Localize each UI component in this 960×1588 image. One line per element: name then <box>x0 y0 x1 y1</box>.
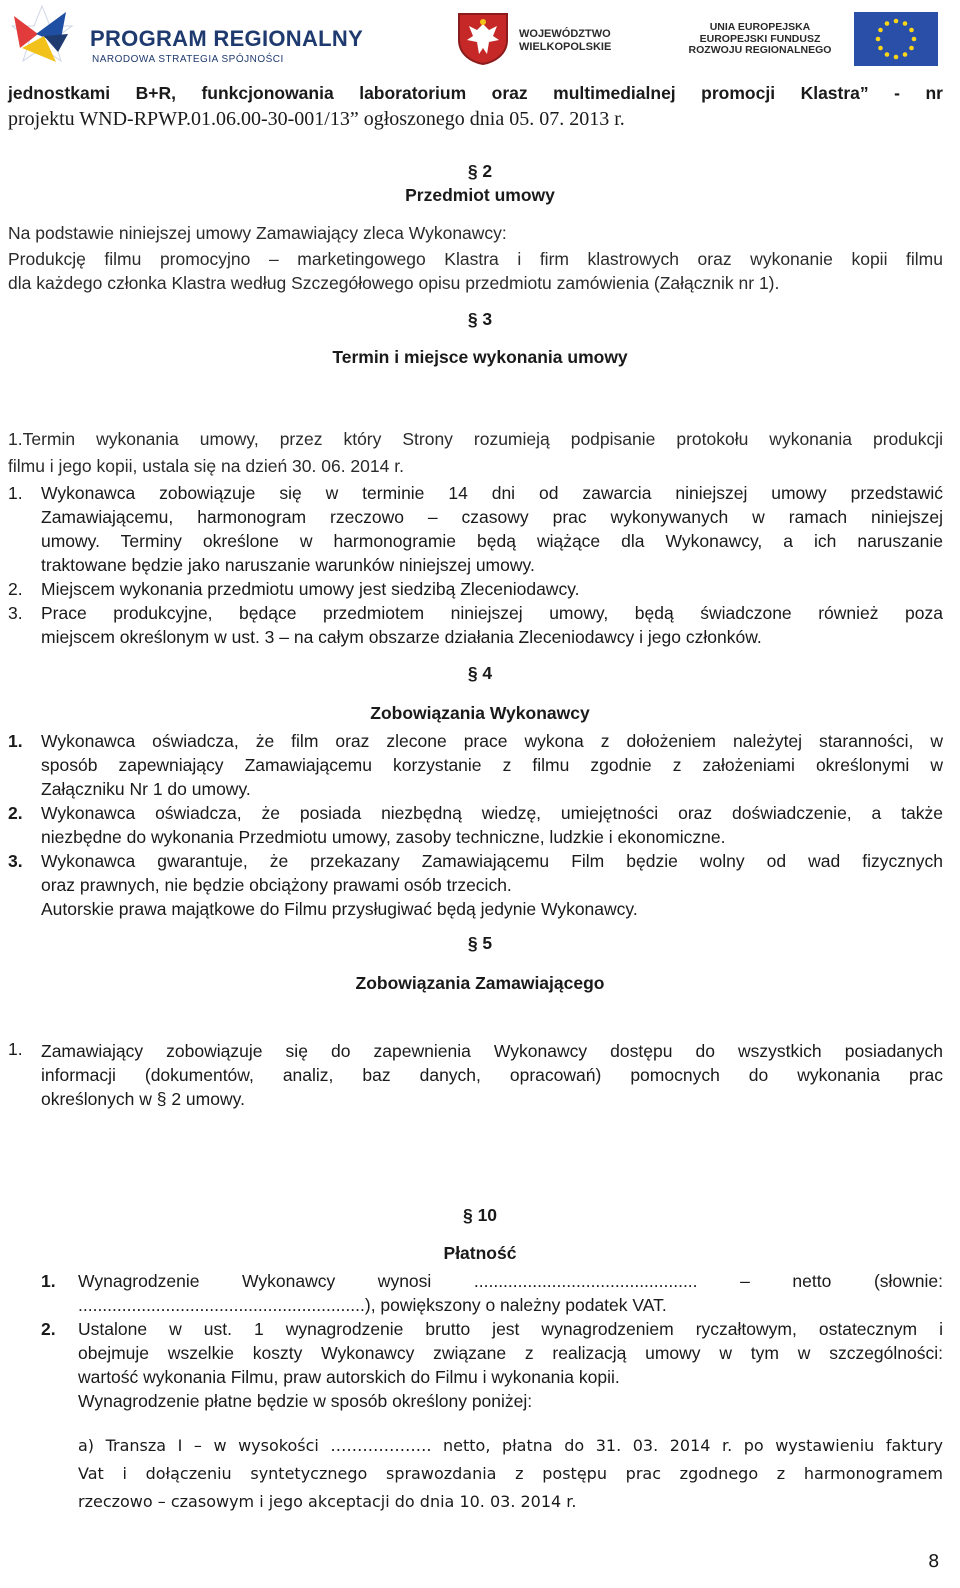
list-item-number: 2. <box>8 579 23 599</box>
eu-flag-icon <box>854 12 938 66</box>
page-number: 8 <box>928 1551 940 1572</box>
intro-line-1: jednostkami B+R, funkcjonowania laboratorium oraz multimedialnej promocji Klastra” - nr <box>8 83 943 103</box>
list-item-line: Prace produkcyjne, będące przedmiotem niniejszej umowy, będą świadczone również poza <box>41 603 943 623</box>
section-3-paragraph-1a: 1.Termin wykonania umowy, przez który Strony rozumieją podpisanie protokołu wykonania produkcji <box>8 429 943 449</box>
section-5-title: Zobowiązania Zamawiającego <box>355 973 605 993</box>
list-item-line: miejscem określonym w ust. 3 – na całym obszarze działania Zleceniodawcy i jego członków. <box>41 627 762 647</box>
eu-line-3: ROZWOJU REGIONALNEGO <box>688 44 832 56</box>
list-item-number: 1. <box>8 483 23 503</box>
list-item-line: niezbędne do wykonania Przedmiotu umowy, zasoby techniczne, ludzkie i ekonomiczne. <box>41 827 726 847</box>
list-item-line: ...........................................................), powiększony o należny podatek VAT. <box>78 1295 667 1315</box>
eu-line-2: EUROPEJSKI FUNDUSZ <box>699 32 821 45</box>
tranche-line: rzeczowo – czasowym i jego akceptacji do dnia 10. 03. 2014 r. <box>78 1492 577 1511</box>
program-regionalny-logo <box>8 4 398 64</box>
logo-bar <box>0 0 960 70</box>
regional-program-star-icon <box>8 4 80 66</box>
list-item-number: 3. <box>8 851 23 871</box>
list-item-number: 2. <box>41 1319 56 1339</box>
list-item-line: Miejscem wykonania przedmiotu umowy jest siedzibą Zleceniodawcy. <box>41 579 580 599</box>
list-item-line: Załączniku Nr 1 do umowy. <box>41 779 251 799</box>
list-item-line: traktowane będzie jako naruszanie warunków niniejszej umowy. <box>41 555 535 575</box>
list-item-number: 1. <box>8 731 23 751</box>
list-item-line: Zamawiający zobowiązuje się do zapewnienia Wykonawcy dostępu do wszystkich posiadanych <box>41 1041 943 1061</box>
section-10-title: Płatność <box>443 1243 517 1263</box>
coat-of-arms-icon <box>455 10 511 66</box>
region-name <box>519 28 611 54</box>
section-3-paragraph-1b: filmu i jego kopii, ustala się na dzień 30. 06. 2014 r. <box>8 456 404 476</box>
section-3-heading: § 3 <box>467 309 493 329</box>
section-3-title: Termin i miejsce wykonania umowy <box>332 347 628 367</box>
list-item-line: informacji (dokumentów, analiz, baz danych, opracowań) pomocnych do wykonania prac <box>41 1065 943 1085</box>
list-item-line: Wynagrodzenie Wykonawcy wynosi .............................................. – netto (słownie: <box>78 1271 943 1291</box>
section-2-paragraph-1: Na podstawie niniejszej umowy Zamawiający zleca Wykonawcy: <box>8 223 507 243</box>
list-item-line: Wykonawca gwarantuje, że przekazany Zamawiającemu Film będzie wolny od wad fizycznych <box>41 851 943 871</box>
list-item-line: Wykonawca oświadcza, że posiada niezbędną wiedzę, umiejętności oraz doświadczenie, a także <box>41 803 943 823</box>
list-item-number: 1. <box>41 1271 56 1291</box>
program-subtitle: NARODOWA STRATEGIA SPÓJNOŚCI <box>92 54 284 65</box>
section-5-heading: § 5 <box>467 933 493 953</box>
list-item-line: Ustalone w ust. 1 wynagrodzenie brutto jest wynagrodzeniem ryczałtowym, ostatecznym i <box>78 1319 943 1339</box>
region-line-1: WOJEWÓDZTWO <box>519 28 611 40</box>
section-10-heading: § 10 <box>462 1205 498 1225</box>
section-2-heading: § 2 <box>467 161 493 181</box>
list-item-number: 3. <box>8 603 23 623</box>
list-item-line: oraz prawnych, nie będzie obciążony prawami osób trzecich. <box>41 875 512 895</box>
list-item-line: sposób zapewniający Zamawiającemu korzystanie z filmu zgodnie z założeniami określonymi w <box>41 755 943 775</box>
section-4-heading: § 4 <box>467 663 493 683</box>
list-item-number: 1. <box>8 1039 23 1059</box>
list-item-line: Autorskie prawa majątkowe do Filmu przysługiwać będą jedynie Wykonawcy. <box>41 899 638 919</box>
payment-note: Wynagrodzenie płatne będzie w sposób określony poniżej: <box>78 1391 533 1411</box>
region-line-2: WIELKOPOLSKIE <box>519 41 612 53</box>
list-item-line: obejmuje wszelkie koszty Wykonawcy związane z realizacją umowy w tym w szczególności: <box>78 1343 943 1363</box>
intro-line-2: projektu WND-RPWP.01.06.00-30-001/13” ogłoszonego dnia 05. 07. 2013 r. <box>8 108 625 130</box>
section-2-paragraph-2a: Produkcję filmu promocyjno – marketingowego Klastra i firm klastrowych oraz wykonanie kopii filmu <box>8 249 943 269</box>
section-2-title: Przedmiot umowy <box>405 185 555 205</box>
tranche-line: Vat i dołączeniu syntetycznego sprawozdania z postępu prac zgodnego z harmonogramem <box>78 1464 943 1483</box>
list-item-line: Zamawiającemu, harmonogram rzeczowo – czasowy prac wykonywanych w ramach niniejszej <box>41 507 943 527</box>
list-item-line: Wykonawca oświadcza, że film oraz zlecone prace wykona z dołożeniem należytej staranności, w <box>41 731 943 751</box>
list-item-line: umowy. Terminy określone w harmonogramie będą wiążące dla Wykonawcy, a ich naruszanie <box>41 531 943 551</box>
list-item-number: 2. <box>8 803 23 823</box>
list-item-line: określonych w § 2 umowy. <box>41 1089 245 1109</box>
list-item-line: wartość wykonania Filmu, praw autorskich do Filmu i wykonania kopii. <box>78 1367 620 1387</box>
section-2-paragraph-2b: dla każdego członka Klastra według Szczegółowego opisu przedmiotu zamówienia (Załącznik nr 1). <box>8 273 780 293</box>
list-item-line: Wykonawca zobowiązuje się w terminie 14 dni od zawarcia niniejszej umowy przedstawić <box>41 483 943 503</box>
program-title: PROGRAM REGIONALNY <box>90 26 364 51</box>
eu-fund-name <box>676 22 844 57</box>
eu-line-1: UNIA EUROPEJSKA <box>709 21 811 33</box>
eu-logo <box>676 12 946 67</box>
tranche-line: a) Transza I – w wysokości ………………. netto, płatna do 31. 03. 2014 r. po wystawieniu faktury <box>78 1436 943 1455</box>
section-4-title: Zobowiązania Wykonawcy <box>370 703 590 723</box>
wielkopolska-logo <box>455 10 655 65</box>
